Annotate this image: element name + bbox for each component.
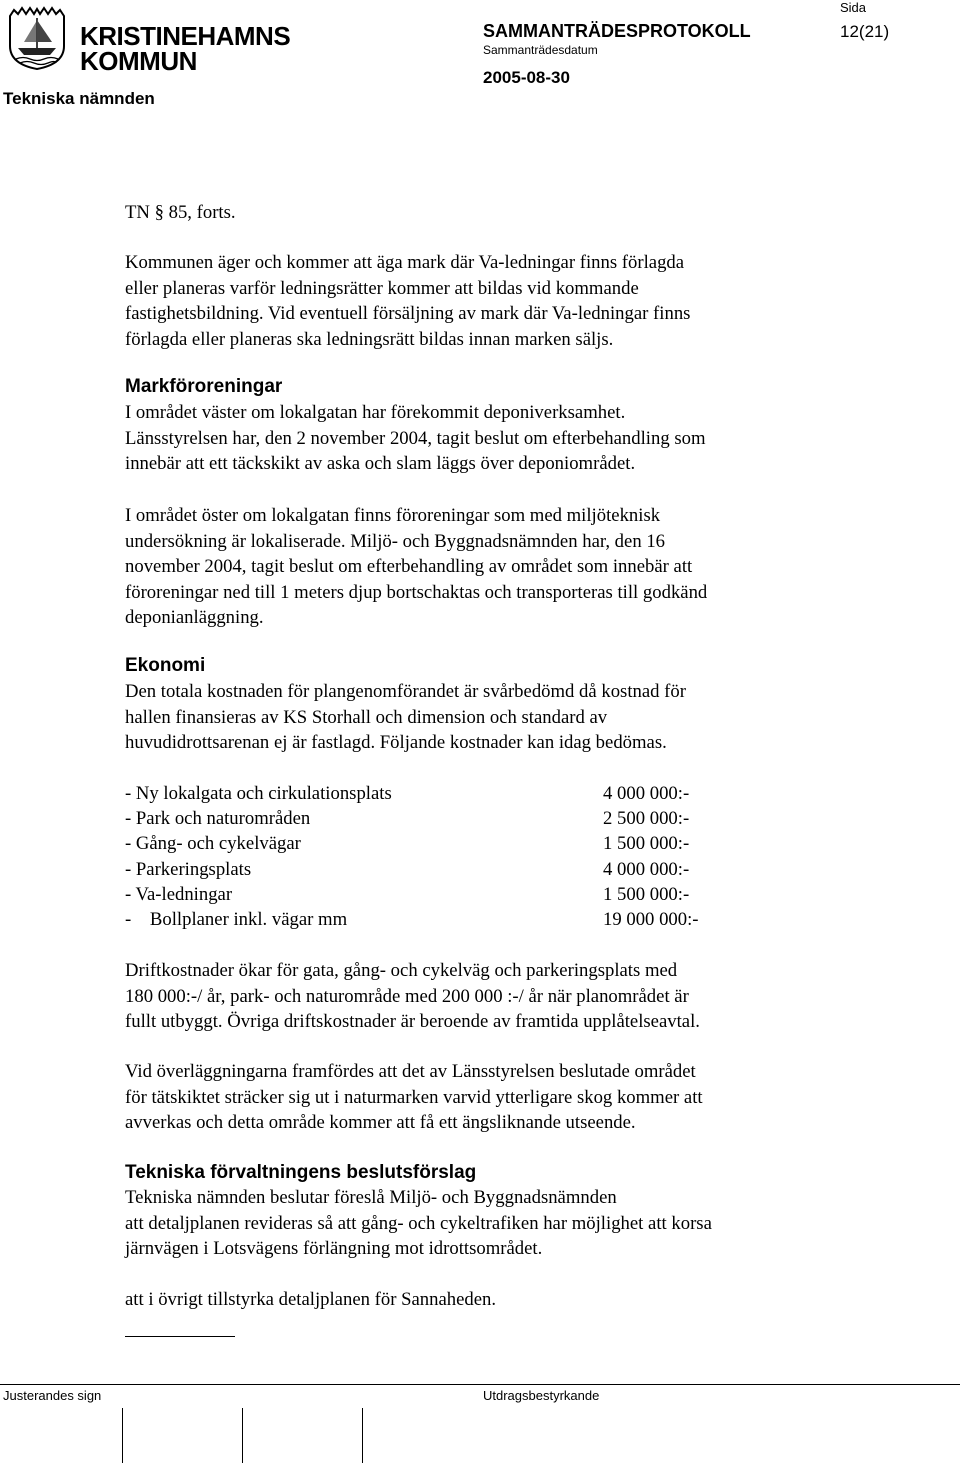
text-line: I området väster om lokalgatan har förekommit deponiverksamhet.	[125, 402, 626, 423]
paragraph-operating-costs	[125, 958, 700, 1035]
text-line: I området öster om lokalgatan finns föroreningar som med miljöteknisk	[125, 505, 661, 526]
text-line: Den totala kostnaden för plangenomförandet är svårbedömd då kostnad för	[125, 681, 686, 702]
cost-label: - Gång- och cykelvägar	[125, 833, 301, 855]
cost-row	[125, 907, 745, 932]
text-line: förlagda eller planeras ska ledningsrätt bildas innan marken säljs.	[125, 328, 614, 350]
footer-extract-certification-label: Utdragsbestyrkande	[483, 1388, 600, 1403]
organization-name	[80, 21, 291, 76]
text-line: fastighetsbildning. Vid eventuell försäljning av mark där Va-ledningar finns	[125, 303, 691, 324]
cost-value: 1 500 000:-	[603, 883, 690, 905]
cost-row	[125, 882, 745, 907]
cost-label: - Bollplaner inkl. vägar mm	[125, 908, 348, 930]
document-title: SAMMANTRÄDESPROTOKOLL	[483, 21, 751, 41]
cost-value: 4 000 000:-	[603, 858, 690, 880]
text-line: november 2004, tagit beslut om efterbehandling av området som innebär att	[125, 556, 693, 577]
text-line: deponianläggning.	[125, 607, 264, 628]
text-line: huvudidrottsarenan ej är fastlagd. Följande kostnader kan idag bedömas.	[125, 732, 667, 753]
text-line: att detaljplanen revideras så att gång- och cykeltrafiken har möjlighet att korsa	[125, 1212, 712, 1234]
meeting-date: 2005-08-30	[483, 68, 570, 87]
text-line: föroreningar ned till 1 meters djup bortschaktas och transporteras till godkänd	[125, 581, 708, 603]
footer-justifying-signature-label: Justerandes sign	[3, 1388, 102, 1403]
signature-box-divider	[122, 1408, 123, 1463]
text-line: hallen finansieras av KS Storhall och dimension och standard av	[125, 706, 608, 728]
paragraph-economy	[125, 679, 686, 756]
text-line: 180 000:-/ år, park- och naturområde med 200 000 :-/ år när planområdet är	[125, 985, 689, 1007]
text-line: eller planeras varför ledningsrätter kommer att bildas vid kommande	[125, 277, 639, 299]
organization-name-line1: KRISTINEHAMNS	[80, 21, 291, 51]
signature-rule	[125, 1336, 235, 1337]
paragraph-proposal-last: att i övrigt tillstyrka detaljplanen för Sannaheden.	[125, 1289, 497, 1310]
paragraph-pollution	[125, 400, 706, 477]
ship-crest-icon	[8, 6, 66, 70]
text-line: för tätskiktet sträcker sig ut i naturmarken varvid ytterligare skog kommer att	[125, 1086, 703, 1108]
text-line: järnvägen i Lotsvägens förlängning mot idrottsområdet.	[125, 1238, 543, 1259]
text-line: avverkas och detta område kommer att få ett ängsliknande utseende.	[125, 1112, 636, 1133]
paragraph-pollution-east	[125, 503, 707, 631]
heading-proposal: Tekniska förvaltningens beslutsförslag	[125, 1162, 477, 1183]
cost-row	[125, 781, 745, 806]
paragraph-proposal	[125, 1185, 712, 1262]
text-line: Tekniska nämnden beslutar föreslå Miljö- och Byggnadsnämnden	[125, 1187, 617, 1208]
signature-box-divider	[362, 1408, 363, 1463]
page-label: Sida	[840, 0, 867, 15]
cost-label: - Parkeringsplats	[125, 858, 252, 880]
text-line: Länsstyrelsen har, den 2 november 2004, tagit beslut om efterbehandling som	[125, 427, 706, 449]
page-number: 12(21)	[840, 22, 890, 41]
cost-label: - Va-ledningar	[125, 883, 233, 905]
cost-row	[125, 806, 745, 831]
meeting-date-label: Sammanträdesdatum	[483, 43, 598, 57]
text-line: Vid överläggningarna framfördes att det av Länsstyrelsen beslutade området	[125, 1061, 696, 1082]
cost-label: - Ny lokalgata och cirkulationsplats	[125, 783, 392, 804]
cost-value: 1 500 000:-	[603, 833, 690, 855]
cost-row	[125, 857, 745, 882]
text-line: Kommunen äger och kommer att äga mark där Va-ledningar finns förlagda	[125, 252, 685, 273]
organization-name-line2: KOMMUN	[80, 46, 197, 76]
cost-value: 19 000 000:-	[603, 908, 699, 930]
signature-box-divider	[242, 1408, 243, 1463]
cost-label: - Park och naturområden	[125, 808, 311, 830]
text-line: undersökning är lokaliserade. Miljö- och Byggnadsnämnden har, den 16	[125, 530, 666, 552]
heading-economy: Ekonomi	[125, 655, 206, 676]
heading-pollution: Markföroreningar	[125, 376, 283, 397]
cost-value: 2 500 000:-	[603, 808, 690, 830]
text-line: innebär att ett täckskikt av aska och slam läggs över deponiområdet.	[125, 453, 636, 474]
text-line: Driftkostnader ökar för gata, gång- och cykelväg och parkeringsplats med	[125, 960, 678, 981]
paragraph-intro	[125, 250, 690, 352]
footer-divider	[0, 1384, 960, 1385]
text-line: fullt utbyggt. Övriga driftskostnader är beroende av framtida upplåtelseavtal.	[125, 1011, 700, 1032]
committee-name: Tekniska nämnden	[3, 89, 155, 108]
cost-row	[125, 831, 745, 856]
paragraph-reference: TN § 85, forts.	[125, 202, 236, 223]
cost-value: 4 000 000:-	[603, 783, 690, 804]
cost-list	[125, 781, 745, 932]
paragraph-deliberation	[125, 1059, 703, 1136]
